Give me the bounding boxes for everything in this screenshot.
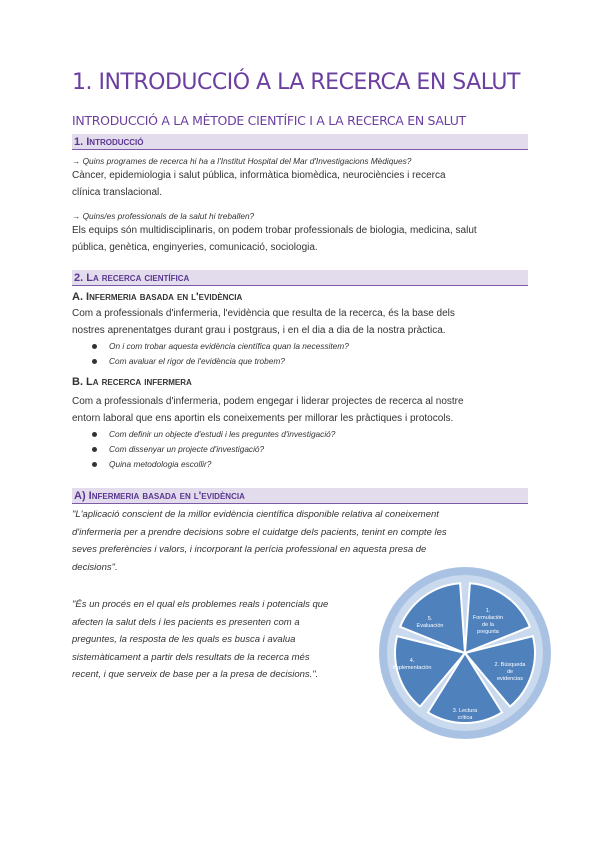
quote-definition-1: "L'aplicació conscient de la millor evidència científica disponible relativa al coneixement d'infermeria per a prendre decisions sobre el cuidatge dels pacients, tenint en compte les seves preferències i valors, i incorporant la perícia professional en aquesta presa de decisions". bbox=[72, 509, 447, 573]
question-1: → Quins programes de recerca hi ha a l'Institut Hospital del Mar d'Investigacions Mèdiques? bbox=[72, 156, 412, 166]
paragraph-a: Com a professionals d'infermeria, l'evidència que resulta de la recerca, és la base dels nostres aprenentatges durant grau i postgraus, i en el dia a dia de la nostra pràctica. bbox=[72, 308, 455, 336]
cycle-label-3: 3. Lectura crítica bbox=[452, 708, 478, 721]
subheading-a: A. Infermeria basada en l'evidència bbox=[72, 291, 243, 303]
bullet-b-3: Quina metodologia escollir? bbox=[92, 459, 211, 469]
bullet-b-2: Com dissenyar un projecte d'investigació? bbox=[92, 444, 264, 454]
cycle-label-1: 1. Formulación de la pregunta bbox=[472, 608, 504, 635]
answer-1: Càncer, epidemiologia i salut pública, informàtica biomèdica, neurociències i recerca clínica translacional. bbox=[72, 170, 446, 198]
subheading-b: B. La recerca infermera bbox=[72, 376, 192, 388]
page-subtitle: INTRODUCCIÓ A LA MÈTODE CIENTÍFIC I A LA RECERCA EN SALUT bbox=[72, 113, 466, 128]
cycle-label-2: 2. Búsqueda de evidencias bbox=[494, 662, 526, 682]
cycle-label-5: 5. Evaluación bbox=[416, 616, 444, 629]
page-title: 1. INTRODUCCIÓ A LA RECERCA EN SALUT bbox=[72, 70, 520, 95]
section-heading-introduccio: 1. Introducció bbox=[72, 134, 528, 150]
bullet-a-2: Com avaluar el rigor de l'evidència que trobem? bbox=[92, 356, 285, 366]
quote-definition-2: "És un procés en el qual els problemes reals i potencials que afecten la salut dels i les pacients es presenten com a preguntes, la resposta de les quals es busca i avalua sistemàticament a partir dels resultats de la recerca més recent, i que serveix de base per a la presa de decisions.". bbox=[72, 599, 329, 680]
cycle-label-4: 4. Implementación bbox=[392, 658, 432, 671]
bullet-a-1: On i com trobar aquesta evidència científica quan la necessitem? bbox=[92, 341, 349, 351]
ebp-cycle-diagram bbox=[370, 562, 560, 742]
section-heading-recerca: 2. La recerca científica bbox=[72, 270, 528, 286]
paragraph-b: Com a professionals d'infermeria, podem engegar i liderar projectes de recerca al nostre entorn laboral que ens aportin els coneixements per millorar les pràctiques i protocols. bbox=[72, 396, 464, 424]
bullet-b-1: Com definir un objecte d'estudi i les preguntes d'investigació? bbox=[92, 429, 335, 439]
answer-2: Els equips són multidisciplinaris, on podem trobar professionals de biologia, medicina, salut pública, genètica, enginyeries, comunicació, sociologia. bbox=[72, 225, 477, 253]
section-heading-infermeria: A) Infermeria basada en l'evidència bbox=[72, 488, 528, 504]
question-2: → Quins/es professionals de la salut hi treballen? bbox=[72, 211, 255, 221]
